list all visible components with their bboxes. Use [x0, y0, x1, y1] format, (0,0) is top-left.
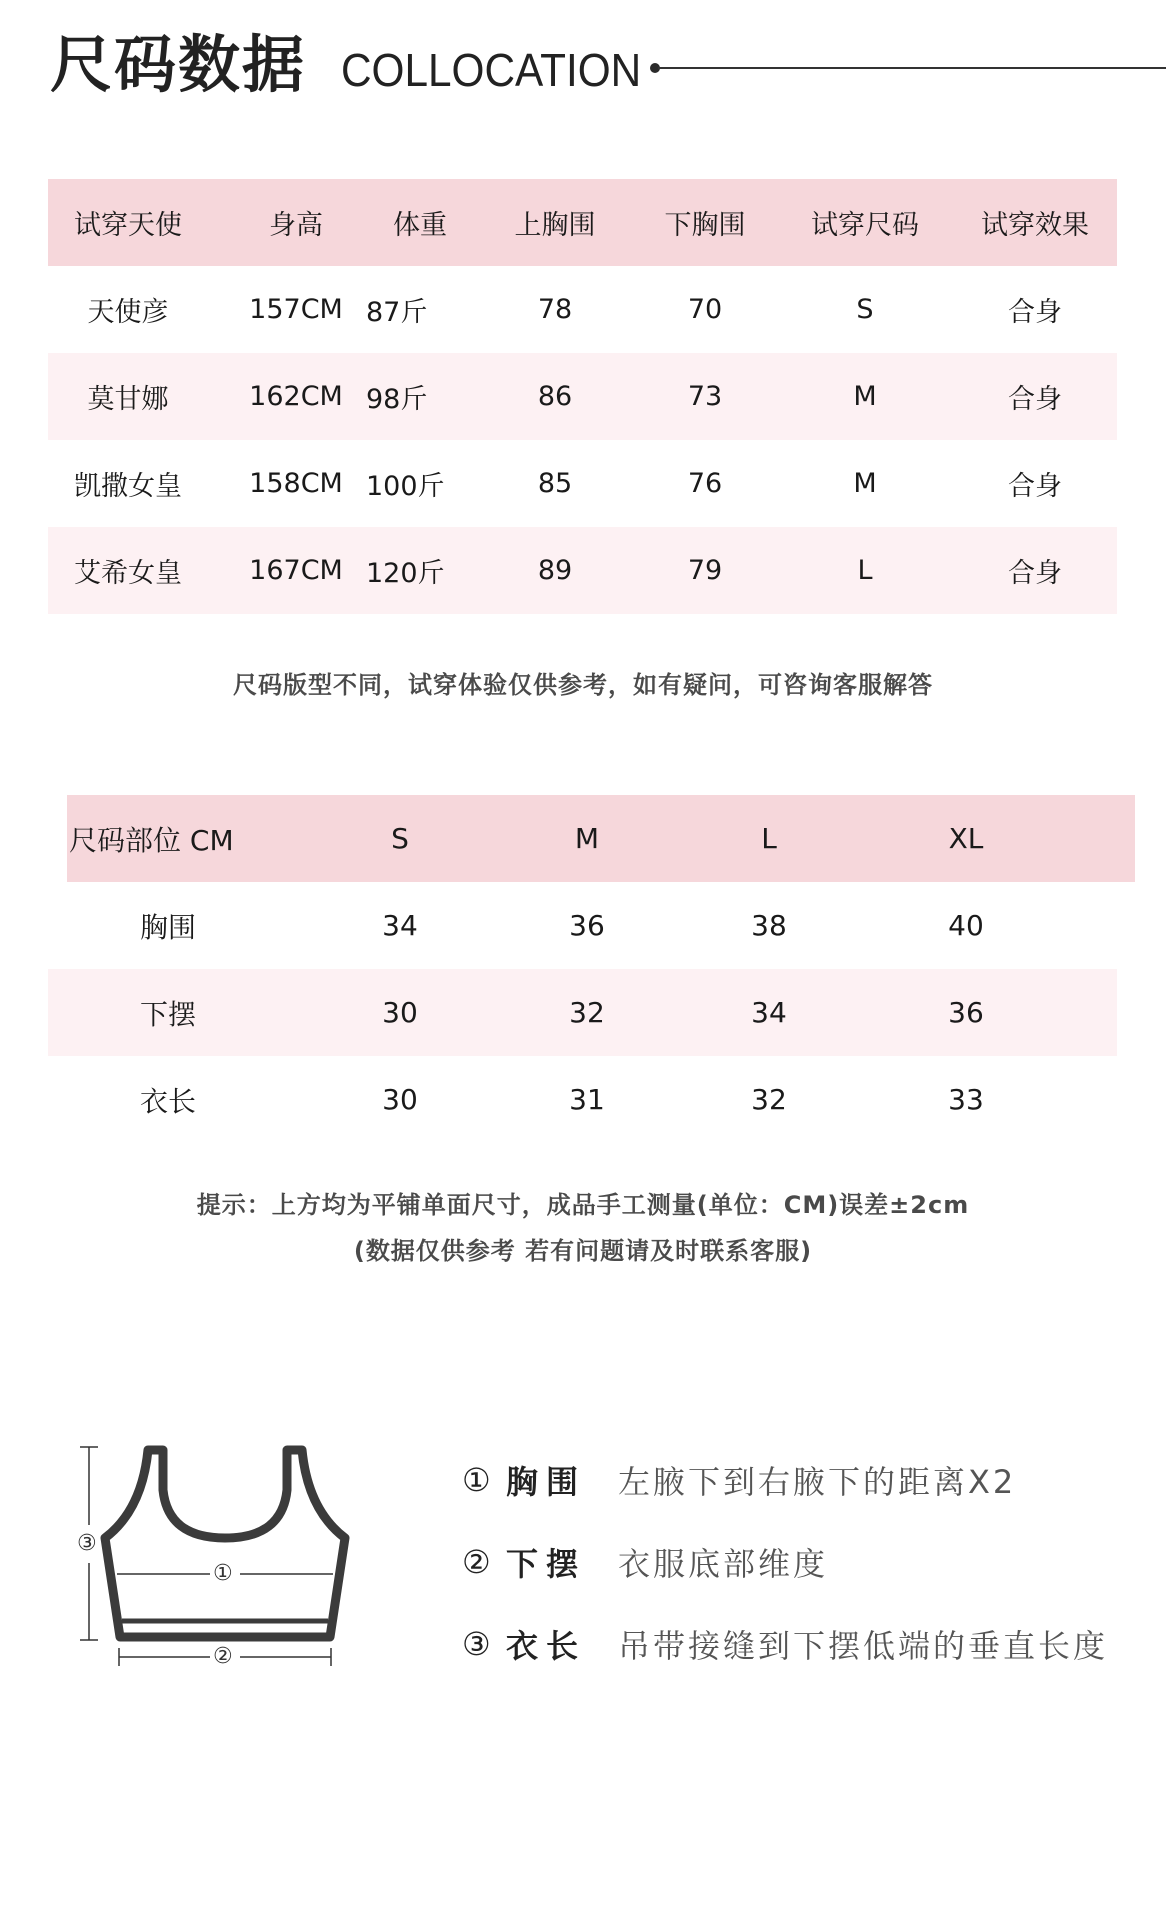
cell-upper-bust: 85 — [537, 468, 573, 499]
cell-weight: 87斤 — [366, 297, 428, 328]
tryon-table-header — [48, 179, 1117, 266]
section-title — [0, 0, 1166, 140]
cell-size: M — [853, 468, 877, 499]
table-row — [48, 882, 1117, 969]
size-table-header — [67, 795, 1135, 882]
cell-s: 30 — [382, 996, 418, 1029]
col-header-size-s: S — [391, 822, 409, 855]
cell-s: 30 — [382, 1083, 418, 1116]
label-length-marker: ③ — [77, 1531, 97, 1556]
col-header-fit: 试穿效果 — [981, 210, 1089, 241]
col-header-part: 尺码部位 CM — [69, 823, 234, 857]
cell-model: 莫甘娜 — [87, 384, 169, 415]
cell-model: 艾希女皇 — [74, 558, 182, 589]
cell-s: 34 — [382, 909, 418, 942]
cell-xl: 40 — [948, 909, 984, 942]
cell-fit: 合身 — [1008, 297, 1062, 328]
col-header-model: 试穿天使 — [74, 210, 182, 241]
cell-model: 天使彦 — [87, 297, 169, 328]
cell-size: S — [856, 294, 874, 325]
legend-num: ① — [462, 1461, 491, 1499]
measurement-disclaimer: (数据仅供参考 若有问题请及时联系客服) — [353, 1237, 813, 1265]
legend-item-hem — [462, 1537, 828, 1587]
cell-height: 167CM — [249, 555, 343, 586]
table-row — [48, 1056, 1117, 1143]
col-header-size-xl: XL — [948, 822, 984, 855]
cell-upper-bust: 89 — [537, 555, 573, 586]
cell-size: M — [853, 381, 877, 412]
measurement-tip: 提示：上方均为平铺单面尺寸，成品手工测量(单位：CM)误差±2cm — [196, 1191, 970, 1219]
legend-term: 胸围 — [506, 1463, 587, 1501]
legend-desc: 左腋下到右腋下的距离X2 — [618, 1463, 1017, 1501]
legend-num: ② — [462, 1543, 491, 1581]
legend-item-length — [462, 1619, 1108, 1669]
cell-under-bust: 76 — [687, 468, 723, 499]
cell-upper-bust: 78 — [537, 294, 573, 325]
cell-under-bust: 73 — [687, 381, 723, 412]
table-row — [48, 969, 1117, 1056]
cell-l: 34 — [751, 996, 787, 1029]
legend-desc: 衣服底部维度 — [618, 1545, 829, 1583]
cell-weight: 120斤 — [366, 558, 445, 589]
cell-fit: 合身 — [1008, 558, 1062, 589]
cell-l: 38 — [751, 909, 787, 942]
legend-item-chest — [462, 1455, 1016, 1505]
table-row — [48, 353, 1117, 440]
cell-under-bust: 70 — [687, 294, 723, 325]
cell-part: 衣长 — [139, 1084, 196, 1118]
title-chinese: 尺码数据 — [50, 28, 307, 101]
cell-size: L — [857, 555, 873, 586]
cell-weight: 98斤 — [366, 384, 428, 415]
cell-upper-bust: 86 — [537, 381, 573, 412]
col-header-under-bust: 下胸围 — [664, 210, 746, 241]
title-divider-line — [658, 67, 1166, 69]
legend-term: 衣长 — [506, 1627, 587, 1665]
cell-xl: 36 — [948, 996, 984, 1029]
cell-model: 凯撒女皇 — [74, 471, 182, 502]
legend-desc: 吊带接缝到下摆低端的垂直长度 — [618, 1627, 1109, 1665]
cell-part: 下摆 — [139, 997, 196, 1031]
garment-measurement-diagram — [60, 1420, 360, 1680]
legend-term: 下摆 — [506, 1545, 587, 1583]
cell-m: 36 — [569, 909, 605, 942]
table-row — [48, 266, 1117, 353]
cell-height: 162CM — [249, 381, 343, 412]
legend-num: ③ — [462, 1625, 491, 1663]
table-row — [48, 440, 1117, 527]
title-english: COLLOCATION — [341, 44, 642, 96]
col-header-tryon-size: 试穿尺码 — [811, 210, 919, 241]
table-row — [48, 527, 1117, 614]
cell-under-bust: 79 — [687, 555, 723, 586]
label-hem-marker: ② — [213, 1644, 233, 1669]
label-chest-marker: ① — [213, 1561, 233, 1586]
cell-xl: 33 — [948, 1083, 984, 1116]
col-header-height: 身高 — [269, 210, 323, 241]
cell-l: 32 — [751, 1083, 787, 1116]
cell-weight: 100斤 — [366, 471, 445, 502]
tryon-disclaimer: 尺码版型不同，试穿体验仅供参考，如有疑问，可咨询客服解答 — [233, 671, 933, 699]
cell-fit: 合身 — [1008, 471, 1062, 502]
cell-m: 31 — [569, 1083, 605, 1116]
crop-top-outline-icon — [60, 1420, 360, 1680]
cell-height: 157CM — [249, 294, 343, 325]
cell-height: 158CM — [249, 468, 343, 499]
cell-fit: 合身 — [1008, 384, 1062, 415]
col-header-upper-bust: 上胸围 — [514, 210, 596, 241]
col-header-weight: 体重 — [393, 210, 447, 241]
cell-m: 32 — [569, 996, 605, 1029]
col-header-size-l: L — [761, 822, 777, 855]
cell-part: 胸围 — [139, 910, 196, 944]
col-header-size-m: M — [574, 822, 600, 855]
